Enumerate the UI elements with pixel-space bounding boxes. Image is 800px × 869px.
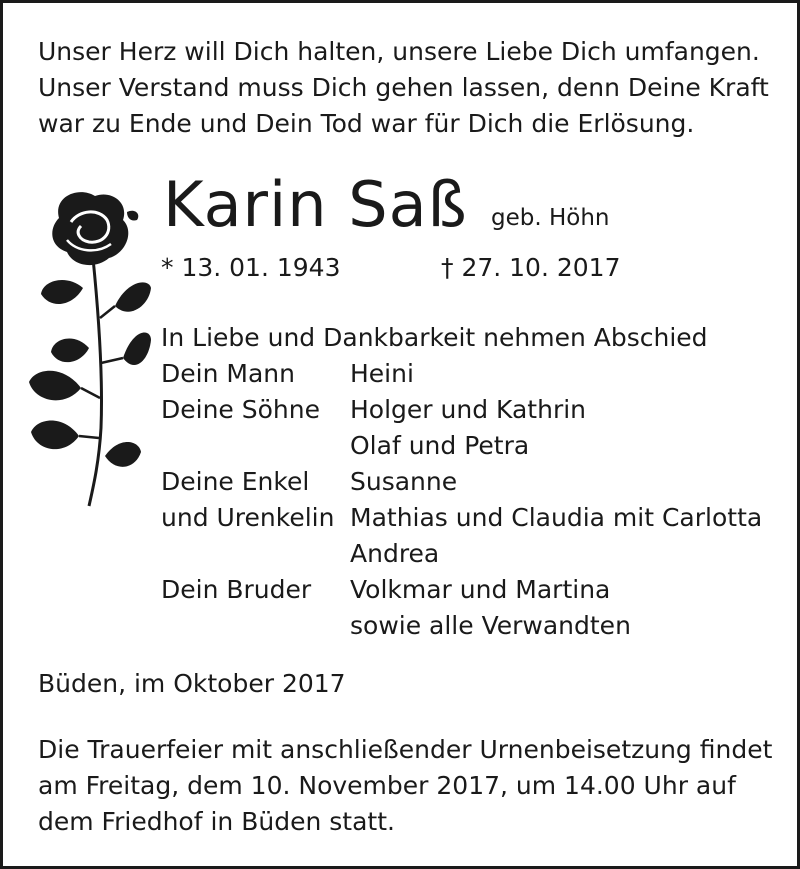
birth-date: * 13. 01. 1943 [161,253,341,282]
family-names: Heini [350,359,414,388]
family-names: Olaf und Petra [350,431,530,460]
relation-great-granddaughter: und Urenkelin [161,503,335,532]
poem-line-2: Unser Verstand muss Dich gehen lassen, denn Deine Kraft [38,73,769,102]
farewell-line: In Liebe und Dankbarkeit nehmen Abschied [161,323,708,352]
family-names: Mathias und Claudia mit Carlotta [350,503,763,532]
ceremony-line-2: am Freitag, dem 10. November 2017, um 14.00 Uhr auf [38,771,736,800]
family-names: Holger und Kathrin [350,395,587,424]
family-names: sowie alle Verwandten [350,611,631,640]
relation-husband: Dein Mann [161,359,295,388]
place-date: Büden, im Oktober 2017 [38,669,346,698]
rose-icon [23,188,153,508]
family-names: Volkmar und Martina [350,575,611,604]
relation-brother: Dein Bruder [161,575,312,604]
family-names: Andrea [350,539,440,568]
relation-sons: Deine Söhne [161,395,320,424]
maiden-name: geb. Höhn [491,205,610,231]
death-date: † 27. 10. 2017 [441,253,621,282]
deceased-name: Karin Saß [163,168,468,241]
poem-line-3: war zu Ende und Dein Tod war für Dich die Erlösung. [38,109,695,138]
ceremony-line-1: Die Trauerfeier mit anschließender Urnenbeisetzung findet [38,735,773,764]
family-names: Susanne [350,467,458,496]
poem-line-1: Unser Herz will Dich halten, unsere Liebe Dich umfangen. [38,37,760,66]
ceremony-line-3: dem Friedhof in Büden statt. [38,807,395,836]
relation-grandchildren: Deine Enkel [161,467,310,496]
